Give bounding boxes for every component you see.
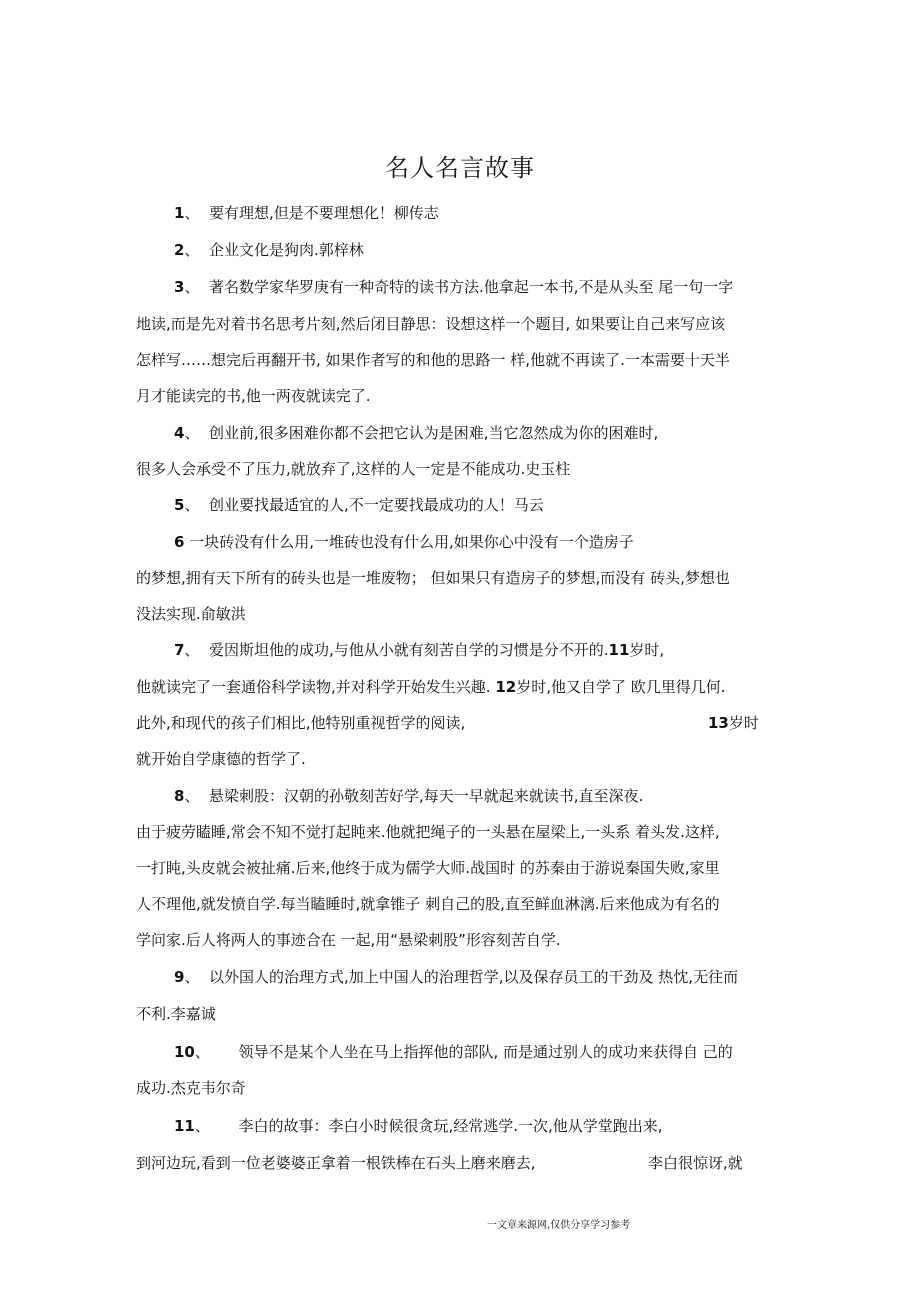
item-5: 5、 创业要找最适宜的人,不一定要找最成功的人！马云 [174,496,544,514]
item-6-line: 的梦想,拥有天下所有的砖头也是一堆废物； 但如果只有造房子的梦想,而没有 砖头,梦想也 [136,569,730,587]
age-number: 12 [495,678,517,696]
age-number: 13 [708,714,729,732]
item-text: 创业要找最适宜的人,不一定要找最成功的人！马云 [209,496,544,514]
item-7-line: 此外,和现代的孩子们相比,他特别重视哲学的阅读, [136,714,466,732]
item-7-age: 13岁时 [708,714,759,732]
item-11-line: 到河边玩,看到一位老婆婆正拿着一根铁棒在石头上磨来磨去, [136,1154,536,1172]
item-8-line: 由于疲劳瞌睡,常会不知不觉打起盹来.他就把绳子的一头悬在屋梁上,一头系 着头发.这样, [136,823,720,841]
footer-note: 一文章来源网,仅供分享学习参考 [487,1220,631,1231]
item-7-line: 就开始自学康德的哲学了. [136,750,306,768]
item-number: 2 [174,241,185,259]
item-number: 3 [174,278,185,296]
item-7: 7、 爱因斯坦他的成功,与他从小就有刻苦自学的习惯是分不开的.11岁时, [174,641,665,659]
item-3-line: 月才能读完的书,他一两夜就读完了. [136,387,371,405]
item-3: 3、 著名数学家华罗庚有一种奇特的读书方法.他拿起一本书,不是从头至 尾一句一字 [174,278,734,296]
item-text: 悬梁刺股：汉朝的孙敬刻苦好学,每天一早就起来就读书,直至深夜. [209,787,644,805]
item-1: 1、 要有理想,但是不要理想化！柳传志 [174,204,439,222]
item-7-line: 他就读完了一套通俗科学读物,并对科学开始发生兴趣. 12岁时,他又自学了 欧几里得几何. [136,678,726,696]
item-10: 10、 领导不是某个人坐在马上指挥他的部队, 而是通过别人的成功来获得自 己的 [174,1043,733,1061]
item-9-line: 不利.李嘉诚 [136,1005,216,1023]
item-text: 企业文化是狗肉.郭梓林 [209,241,364,259]
item-11-line: 李白很惊讶,就 [648,1154,743,1172]
item-8: 8、 悬梁刺股：汉朝的孙敬刻苦好学,每天一早就起来就读书,直至深夜. [174,787,644,805]
item-8-line: 人不理他,就发愤自学.每当瞌睡时,就拿锥子 刺自己的股,直至鲜血淋漓.后来他成为有名的 [136,895,720,913]
item-number: 11 [174,1117,195,1135]
item-text: 一块砖没有什么用,一堆砖也没有什么用,如果你心中没有一个造房子 [189,533,634,551]
item-text: 著名数学家华罗庚有一种奇特的读书方法.他拿起一本书,不是从头至 尾一句一字 [209,278,734,296]
item-10-line: 成功.杰克韦尔奇 [136,1079,246,1097]
item-text: 爱因斯坦他的成功,与他从小就有刻苦自学的习惯是分不开的. [209,641,609,659]
item-3-line: 怎样写……想完后再翻开书, 如果作者写的和他的思路一 样,他就不再读了.一本需要十天半 [136,351,730,369]
item-number: 8 [174,787,185,805]
item-number: 1 [174,204,185,222]
item-number: 5 [174,496,185,514]
item-11: 11、 李白的故事：李白小时候很贪玩,经常逃学.一次,他从学堂跑出来, [174,1117,663,1135]
page-title: 名人名言故事 [385,154,535,182]
item-text: 创业前,很多困难你都不会把它认为是困难,当它忽然成为你的困难时, [209,424,659,442]
item-3-line: 地读,而是先对着书名思考片刻,然后闭目静思：设想这样一个题目, 如果要让自己来写应该 [136,315,726,333]
item-9: 9、 以外国人的治理方式,加上中国人的治理哲学,以及保存员工的干劲及 热忱,无往而 [174,968,739,986]
item-8-line: 学问家.后人将两人的事迹合在 一起,用“悬梁刺股”形容刻苦自学. [136,931,561,949]
item-number: 9 [174,968,185,986]
item-2: 2、 企业文化是狗肉.郭梓林 [174,241,364,259]
item-text: 李白的故事：李白小时候很贪玩,经常逃学.一次,他从学堂跑出来, [238,1117,663,1135]
item-6 [174,532,634,552]
item-number: 7 [174,641,185,659]
item-number: 6 [174,533,185,551]
item-6-line: 没法实现.俞敏洪 [136,605,246,623]
item-4-line: 很多人会承受不了压力,就放弃了,这样的人一定是不能成功.史玉柱 [136,460,571,478]
item-text: 以外国人的治理方式,加上中国人的治理哲学,以及保存员工的干劲及 热忱,无往而 [209,968,739,986]
item-text: 领导不是某个人坐在马上指挥他的部队, 而是通过别人的成功来获得自 己的 [238,1043,733,1061]
item-text: 要有理想,但是不要理想化！柳传志 [209,204,439,222]
item-8-line: 一打盹,头皮就会被扯痛.后来,他终于成为儒学大师.战国时 的苏秦由于游说秦国失败,家里 [136,859,720,877]
age-number: 11 [608,641,630,659]
item-number: 4 [174,424,185,442]
item-4: 4、 创业前,很多困难你都不会把它认为是困难,当它忽然成为你的困难时, [174,424,659,442]
item-number: 10 [174,1043,195,1061]
